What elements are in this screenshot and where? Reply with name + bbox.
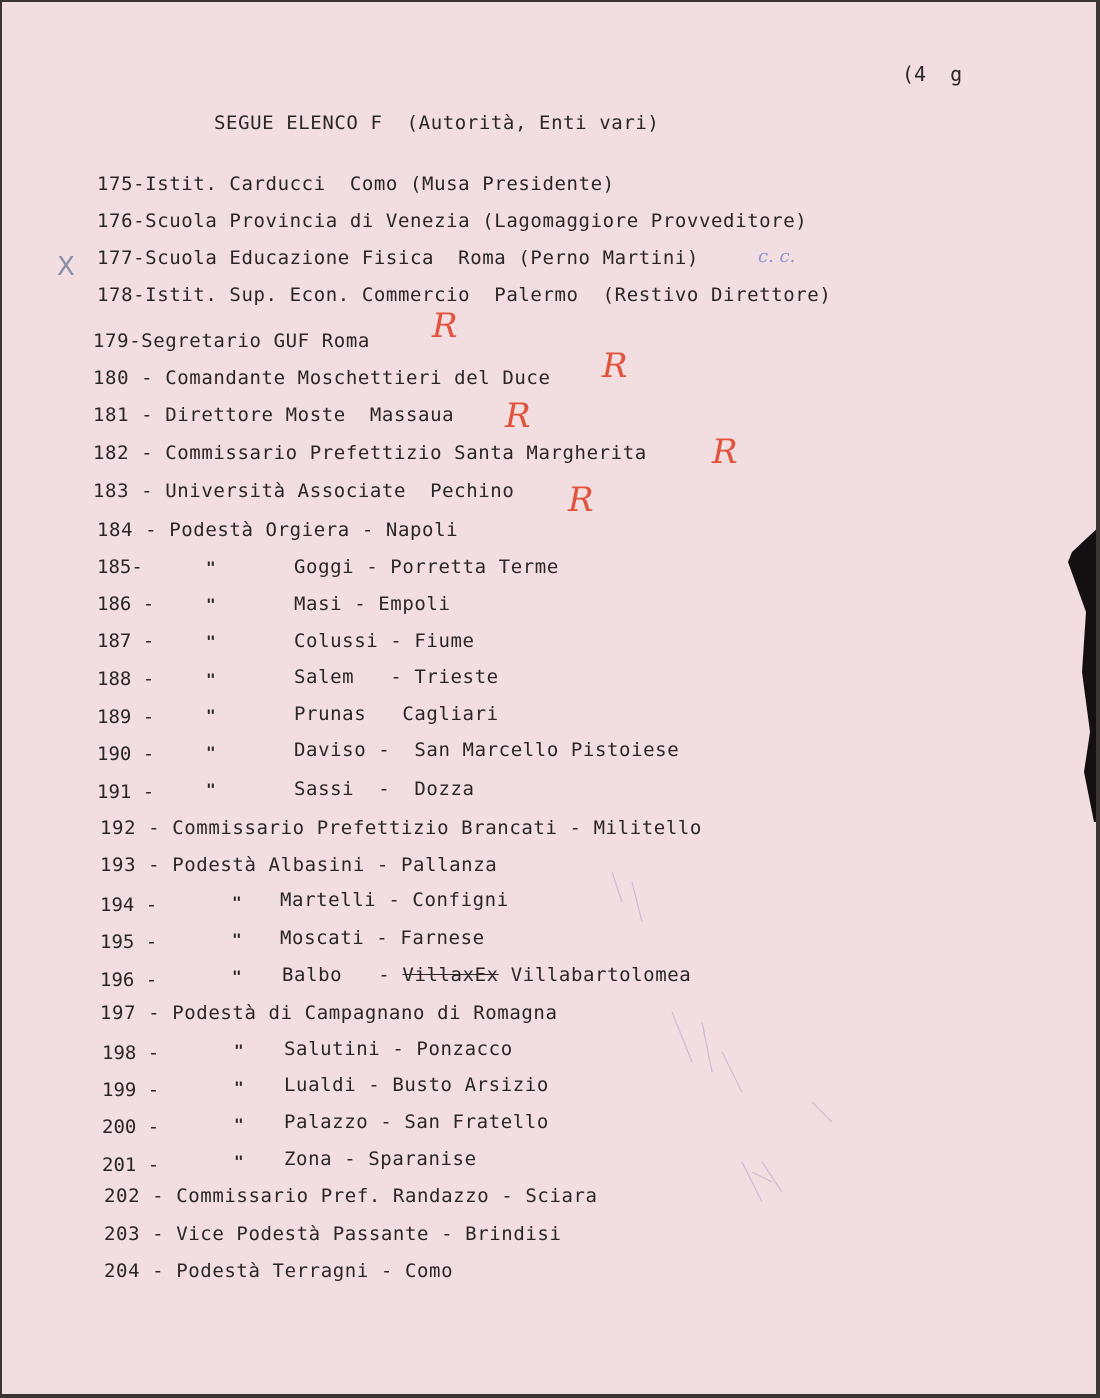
entry-190-name: Daviso - San Marcello Pistoiese bbox=[294, 739, 680, 761]
ditto-mark: " bbox=[206, 558, 216, 577]
page-marker: (4 g bbox=[902, 62, 963, 86]
entry-179: 179-Segretario GUF Roma bbox=[93, 330, 370, 352]
entry-196-place: Villabartolomea bbox=[498, 964, 692, 986]
ditto-mark: " bbox=[206, 670, 216, 689]
entry-176: 176-Scuola Provincia di Venezia (Lagomaggiore Provveditore) bbox=[97, 210, 808, 232]
entry-188-name: Salem - Trieste bbox=[294, 666, 499, 688]
entry-196-balbo: Balbo - bbox=[282, 964, 391, 986]
ditto-mark: " bbox=[232, 893, 242, 912]
entry-196-number: 196 - bbox=[100, 969, 158, 991]
entry-194-number: 194 - bbox=[100, 894, 158, 916]
entry-187-name: Colussi - Fiume bbox=[294, 630, 475, 652]
entry-181: 181 - Direttore Moste Massaua bbox=[93, 404, 455, 426]
entry-202: 202 - Commissario Pref. Randazzo - Sciara bbox=[104, 1185, 598, 1207]
ditto-mark: " bbox=[206, 595, 216, 614]
entry-192: 192 - Commissario Prefettizio Brancati - Militello bbox=[100, 817, 702, 839]
entry-203: 203 - Vice Podestà Passante - Brindisi bbox=[104, 1223, 562, 1245]
ditto-mark: " bbox=[234, 1078, 244, 1097]
ditto-mark: " bbox=[206, 706, 216, 725]
ditto-mark: " bbox=[234, 1115, 244, 1134]
entry-185-number: 185- bbox=[97, 556, 143, 578]
entry-190-number: 190 - bbox=[97, 743, 155, 765]
entry-200-number: 200 - bbox=[102, 1116, 160, 1138]
ditto-mark: " bbox=[232, 930, 242, 949]
entry-187-number: 187 - bbox=[97, 630, 155, 652]
entry-189-number: 189 - bbox=[97, 706, 155, 728]
entry-177: 177-Scuola Educazione Fisica Roma (Perno Martini) bbox=[97, 247, 699, 269]
r-mark-180: R bbox=[602, 346, 628, 386]
ditto-mark: " bbox=[206, 632, 216, 651]
entry-186-name: Masi - Empoli bbox=[294, 593, 451, 615]
document-title: SEGUE ELENCO F (Autorità, Enti vari) bbox=[214, 112, 660, 134]
entry-201-name: Zona - Sparanise bbox=[284, 1148, 477, 1170]
entry-204: 204 - Podestà Terragni - Como bbox=[104, 1260, 454, 1282]
entry-178: 178-Istit. Sup. Econ. Commercio Palermo (Restivo Direttore) bbox=[97, 284, 832, 306]
document-page bbox=[2, 2, 1096, 1394]
entry-200-name: Palazzo - San Fratello bbox=[284, 1111, 549, 1133]
struck-text: VillaxEx bbox=[402, 964, 499, 986]
ditto-mark: " bbox=[206, 743, 216, 762]
entry-182: 182 - Commissario Prefettizio Santa Margherita bbox=[93, 442, 647, 464]
torn-edge bbox=[1064, 522, 1096, 822]
bleed-through-marks bbox=[592, 862, 852, 1242]
r-mark-182: R bbox=[712, 432, 738, 472]
r-mark-179: R bbox=[432, 306, 458, 346]
entry-193: 193 - Podestà Albasini - Pallanza bbox=[100, 854, 498, 876]
entry-199-name: Lualdi - Busto Arsizio bbox=[284, 1074, 549, 1096]
cc-note: c. c. bbox=[758, 246, 796, 267]
entry-186-number: 186 - bbox=[97, 593, 155, 615]
entry-180: 180 - Comandante Moschettieri del Duce bbox=[93, 367, 551, 389]
entry-185-name: Goggi - Porretta Terme bbox=[294, 556, 559, 578]
ditto-mark: " bbox=[206, 780, 216, 799]
entry-198-number: 198 - bbox=[102, 1042, 160, 1064]
entry-189-name: Prunas Cagliari bbox=[294, 703, 499, 725]
entry-191-number: 191 - bbox=[97, 781, 155, 803]
ditto-mark: " bbox=[234, 1041, 244, 1060]
r-mark-183: R bbox=[568, 480, 594, 520]
entry-191-name: Sassi - Dozza bbox=[294, 778, 475, 800]
entry-183: 183 - Università Associate Pechino bbox=[93, 480, 515, 502]
r-mark-181: R bbox=[505, 396, 531, 436]
entry-198-name: Salutini - Ponzacco bbox=[284, 1038, 513, 1060]
entry-195-name: Moscati - Farnese bbox=[280, 927, 485, 949]
entry-184: 184 - Podestà Orgiera - Napoli bbox=[97, 519, 459, 541]
entry-175: 175-Istit. Carducci Como (Musa Presidente) bbox=[97, 173, 615, 195]
entry-199-number: 199 - bbox=[102, 1079, 160, 1101]
entry-195-number: 195 - bbox=[100, 931, 158, 953]
ditto-mark: " bbox=[232, 967, 242, 986]
ditto-mark: " bbox=[234, 1152, 244, 1171]
entry-201-number: 201 - bbox=[102, 1154, 160, 1176]
entry-188-number: 188 - bbox=[97, 668, 155, 690]
entry-197: 197 - Podestà di Campagnano di Romagna bbox=[100, 1002, 558, 1024]
x-mark: X bbox=[57, 252, 75, 282]
entry-194-name: Martelli - Configni bbox=[280, 889, 509, 911]
